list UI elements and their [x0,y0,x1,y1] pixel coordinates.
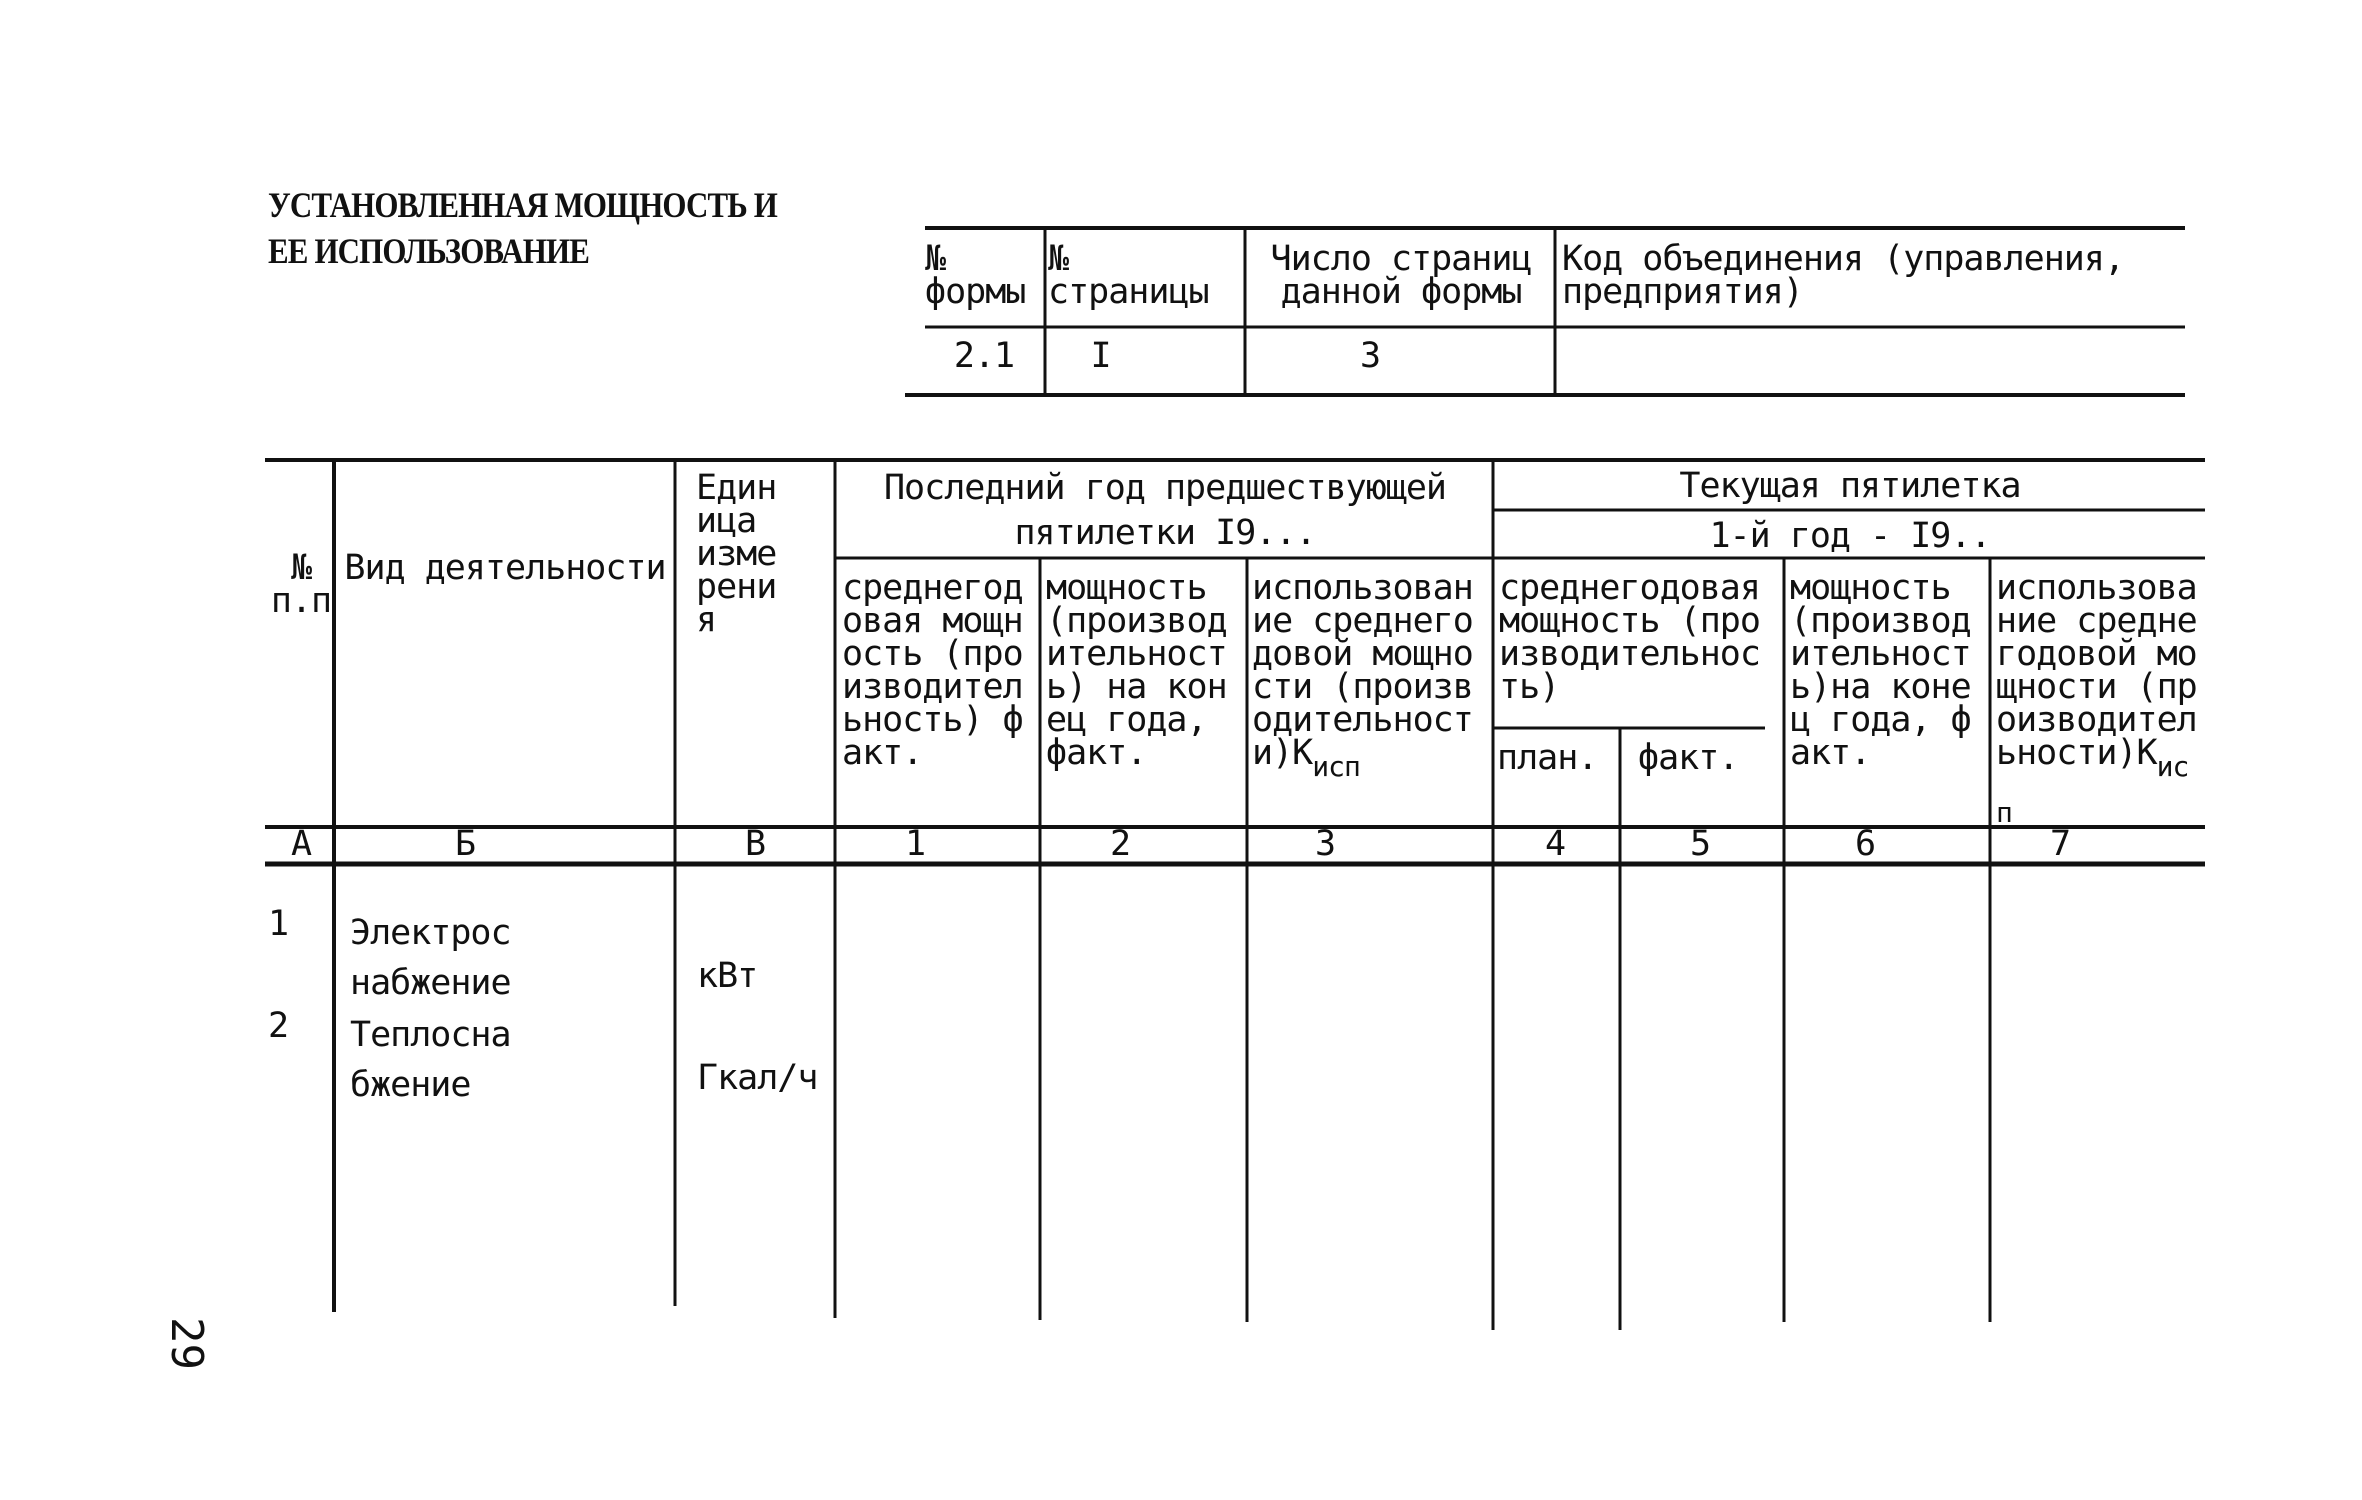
col-header-7-k: К [2136,733,2157,773]
index-cell-5: 5 [1689,824,1711,864]
index-cell-7: 7 [2049,824,2071,864]
index-cell-1: 1 [904,824,926,864]
title-line-1: УСТАНОВЛЕННАЯ МОЩНОСТЬ И [268,185,778,225]
row-unit: Гкал/ч [697,1058,818,1098]
col-header-7-text: использование среднегодовой мощности (производительности) [1996,568,2197,773]
row-activity: Теплоснабжение [350,1015,511,1105]
index-cell-3: 3 [1314,824,1336,864]
page-number-header: № страницы [1048,239,1209,312]
form-number-header: № формы [925,239,1026,312]
row-activity: Электроснабжение [350,913,511,1003]
row-number: 1 [268,904,289,944]
pages-count-header: Число страниц данной формы [1270,239,1532,312]
row-number: 2 [268,1006,289,1046]
index-cell-4: 4 [1544,824,1566,864]
col-header-activity: Вид деятельности [344,548,666,588]
col-header-3 [1252,568,1488,783]
index-cell-A: А [290,824,312,864]
index-cell-V: В [744,824,766,864]
index-cell-6: 6 [1854,824,1876,864]
index-cell-2: 2 [1109,824,1131,864]
col-header-2: мощность (производительность) на конец года, факт. [1046,568,1227,773]
col-header-4: план. [1497,738,1598,778]
document-title [268,182,778,274]
col-header-3-k-sub: исп [1312,750,1360,783]
page-number-value: I [1090,336,1111,376]
col-header-3-k: К [1292,733,1313,773]
group-header-previous-plan: Последний год предшествующей пятилетки I9... [883,468,1446,553]
title-line-2: ЕЕ ИСПОЛЬЗОВАНИЕ [268,231,589,271]
form-number-value: 2.1 [953,336,1015,376]
col-header-3-text: использование среднегодовой мощности (производительности) [1252,568,1473,773]
org-code-header: Код объединения (управления, предприятия) [1562,239,2125,312]
col-header-number: № п.п [270,548,332,621]
pages-count-value: 3 [1359,336,1381,376]
col-header-6: мощность (производительность)на конец года, факт. [1790,568,1971,773]
col-header-1: среднегодовая мощность (производительность) факт. [842,568,1023,773]
col-header-4-5: среднегодовая мощность (производительность) [1499,568,1760,707]
page-number: 29 [160,1317,212,1370]
row-unit: кВт [697,956,758,996]
col-header-7 [1996,568,2204,829]
col-header-7-k-sub: исп [1996,750,2189,829]
group-header-current-year: 1-й год - I9.. [1709,516,1991,556]
group-header-current-plan: Текущая пятилетка [1679,466,2021,506]
col-header-5: факт. [1638,738,1739,778]
index-cell-B: Б [454,824,476,864]
col-header-unit: Единица измерения [696,468,777,640]
